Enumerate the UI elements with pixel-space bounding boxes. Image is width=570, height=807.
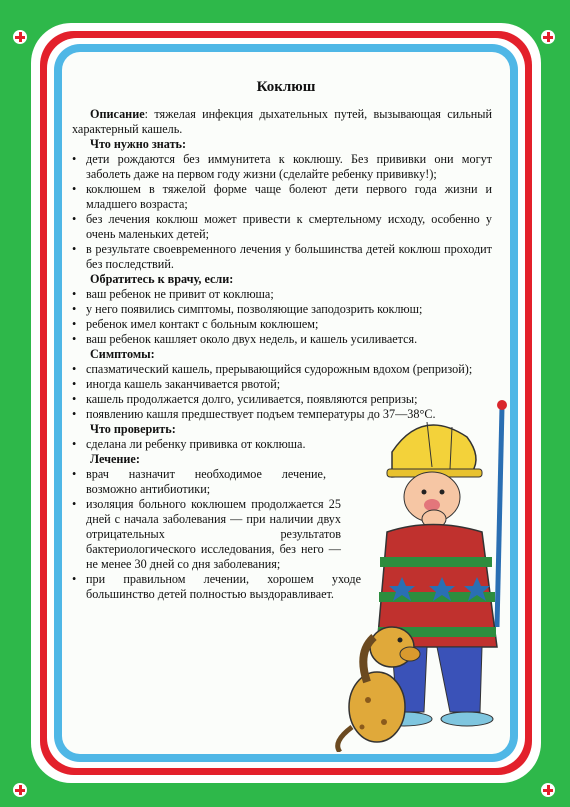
list-item: • сделана ли ребенку прививка от коклюша. (72, 437, 492, 452)
list-item: • ребенок имел контакт с больным коклюшем; (72, 317, 492, 332)
page-title: Коклюш (256, 79, 316, 95)
list-item: • кашель продолжается долго, усиливается, появляются репризы; (72, 392, 492, 407)
list-item: • появлению кашля предшествует подъем температуры до 37—38°С. (72, 407, 492, 422)
red-cross-icon (13, 783, 27, 797)
list-item: • у него появились симптомы, позволяющие заподозрить коклюш; (72, 302, 492, 317)
content-panel (62, 52, 510, 754)
description-label: Описание (90, 107, 145, 121)
list-item: • ваш ребенок кашляет около двух недель, и кашель усиливается. (72, 332, 492, 347)
list-item: • коклюшем в тяжелой форме чаще болеют дети первого года жизни и младшего возраста; (72, 182, 492, 212)
list-item: • в результате своевременного лечения у большинства детей коклюш проходит без последствий. (72, 242, 492, 272)
list-item: • ваш ребенок не привит от коклюша; (72, 287, 492, 302)
dog-illustration (332, 612, 427, 752)
list-item: • при правильном лечении, хорошем уходе большинство детей полностью выздоравливает. (72, 572, 361, 602)
description-text: : тяжелая инфекция дыхательных путей, вызывающая сильный характерный кашель. (72, 107, 492, 136)
red-cross-icon (13, 30, 27, 44)
list-item: • спазматический кашель, прерывающийся судорожным вдохом (репризой); (72, 362, 492, 377)
red-cross-icon (541, 30, 555, 44)
section-heading: Обратитесь к врачу, если: (90, 272, 234, 286)
list-item: • дети рождаются без иммунитета к коклюшу. Без прививки они могут заболеть даже на первом году жизни (сделайте ребенку прививку!); (72, 152, 492, 182)
section-heading: Симптомы: (90, 347, 155, 361)
list-item: • изоляция больного коклюшем продолжается 25 дней с начала заболевания — при наличии двух отрицательных результатов бактериологического исследования, без него — не менее 30 дней со дня заболевания; (72, 497, 341, 572)
doctor-list (72, 287, 492, 347)
list-item: • врач назначит необходимое лечение, возможно антибиотики; (72, 467, 326, 497)
list-item: • без лечения коклюш может привести к смертельному исходу, особенно у очень маленьких детей; (72, 212, 492, 242)
section-heading: Лечение: (90, 452, 140, 466)
section-heading: Что проверить: (90, 422, 176, 436)
description-paragraph (72, 107, 492, 137)
section-heading: Что нужно знать: (90, 137, 187, 151)
list-item: • иногда кашель заканчивается рвотой; (72, 377, 492, 392)
know-list (72, 152, 492, 272)
red-cross-icon (541, 783, 555, 797)
